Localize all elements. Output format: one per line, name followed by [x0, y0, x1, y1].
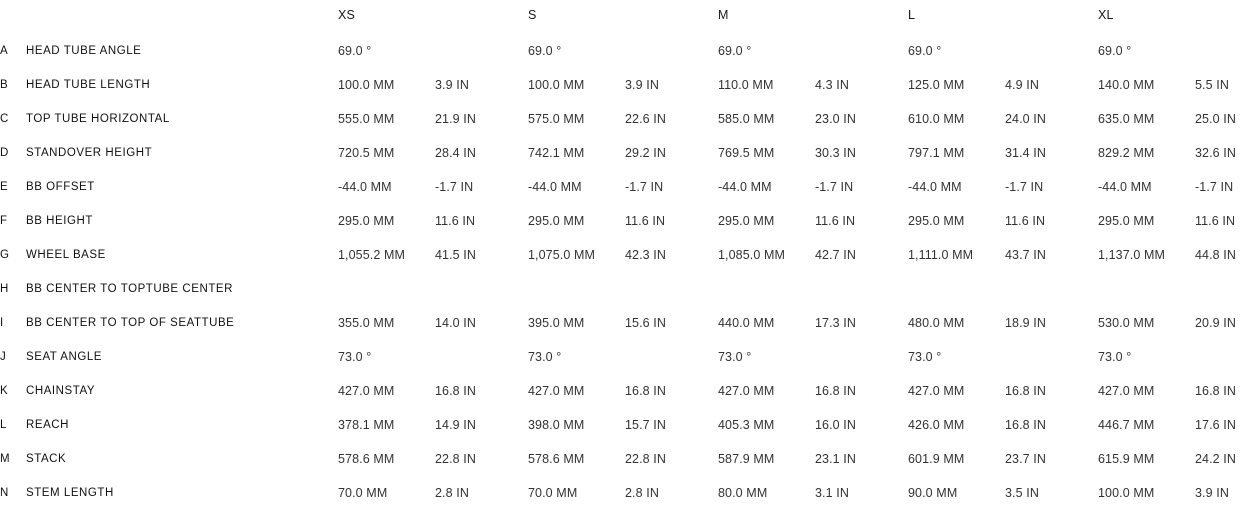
cell-primary-value: 797.1 MM — [908, 146, 965, 160]
table-row — [0, 204, 1243, 238]
cell-primary-value: 601.9 MM — [908, 452, 965, 466]
cell-secondary-value: -1.7 IN — [1005, 180, 1044, 194]
cell-secondary-value — [1005, 34, 1053, 68]
cell-primary-value: 90.0 MM — [908, 486, 958, 500]
cell-primary-value: 73.0 ° — [338, 350, 372, 364]
cell-gap — [673, 306, 718, 340]
cell-secondary-value — [625, 340, 673, 374]
cell-gap — [673, 408, 718, 442]
table-row — [0, 374, 1243, 408]
cell-gap — [483, 68, 528, 102]
row-letter: F — [0, 215, 8, 227]
cell-secondary-value — [435, 272, 483, 306]
table-body — [0, 34, 1243, 510]
cell-primary-value: 720.5 MM — [338, 146, 395, 160]
cell-primary-value — [1098, 272, 1195, 306]
cell-gap — [863, 136, 908, 170]
row-measurement-label: SEAT ANGLE — [26, 351, 103, 363]
table-row — [0, 102, 1243, 136]
cell-gap — [863, 34, 908, 68]
cell-gap — [1053, 476, 1098, 510]
cell-primary-value: 1,111.0 MM — [908, 248, 974, 262]
cell-primary-value: 295.0 MM — [1098, 214, 1155, 228]
cell-secondary-value: 3.9 IN — [435, 78, 469, 92]
cell-secondary-value: 29.2 IN — [625, 146, 667, 160]
cell-primary-value: 69.0 ° — [718, 44, 752, 58]
cell-secondary-value: 21.9 IN — [435, 112, 477, 126]
cell-primary-value — [528, 272, 625, 306]
row-letter: B — [0, 79, 8, 91]
cell-primary-value: 427.0 MM — [528, 384, 585, 398]
cell-secondary-value: 4.9 IN — [1005, 78, 1039, 92]
row-letter: A — [0, 45, 8, 57]
row-measurement-label: HEAD TUBE LENGTH — [26, 79, 151, 91]
cell-primary-value: 395.0 MM — [528, 316, 585, 330]
cell-secondary-value: 3.9 IN — [1195, 486, 1229, 500]
cell-primary-value: 578.6 MM — [528, 452, 585, 466]
cell-primary-value: 1,137.0 MM — [1098, 248, 1166, 262]
cell-primary-value: 426.0 MM — [908, 418, 965, 432]
cell-secondary-value: -1.7 IN — [1195, 180, 1234, 194]
cell-primary-value: 427.0 MM — [338, 384, 395, 398]
column-header-size-xl: XL — [1098, 8, 1114, 22]
row-measurement-label: WHEEL BASE — [26, 249, 106, 261]
cell-gap — [863, 408, 908, 442]
cell-gap — [673, 204, 718, 238]
cell-primary-value: 587.9 MM — [718, 452, 775, 466]
cell-gap — [1053, 102, 1098, 136]
cell-gap — [673, 238, 718, 272]
row-letter: E — [0, 181, 8, 193]
cell-gap — [483, 408, 528, 442]
cell-secondary-value — [1005, 272, 1053, 306]
cell-secondary-value: -1.7 IN — [625, 180, 664, 194]
table-row — [0, 340, 1243, 374]
cell-gap — [863, 204, 908, 238]
cell-secondary-value — [1195, 272, 1243, 306]
table-row — [0, 272, 1243, 306]
cell-primary-value: 69.0 ° — [1098, 44, 1132, 58]
cell-gap — [863, 170, 908, 204]
cell-secondary-value — [625, 272, 673, 306]
cell-secondary-value: 42.7 IN — [815, 248, 857, 262]
table-header — [0, 0, 1243, 34]
header-spacer-m-in — [815, 0, 863, 34]
cell-primary-value: 73.0 ° — [1098, 350, 1132, 364]
cell-secondary-value — [435, 34, 483, 68]
table-row — [0, 476, 1243, 510]
cell-secondary-value — [1195, 34, 1243, 68]
header-spacer-l-gap — [1053, 0, 1098, 34]
row-measurement-label: BB OFFSET — [26, 181, 95, 193]
table-row — [0, 408, 1243, 442]
header-spacer-m-gap — [863, 0, 908, 34]
cell-primary-value: 295.0 MM — [908, 214, 965, 228]
cell-primary-value: 1,055.2 MM — [338, 248, 406, 262]
row-letter: N — [0, 487, 9, 499]
row-measurement-label: BB CENTER TO TOP OF SEATTUBE — [26, 317, 235, 329]
cell-primary-value: 378.1 MM — [338, 418, 395, 432]
cell-secondary-value: 2.8 IN — [625, 486, 659, 500]
cell-primary-value: -44.0 MM — [1098, 180, 1152, 194]
cell-secondary-value: 15.6 IN — [625, 316, 667, 330]
header-row — [0, 0, 1243, 34]
cell-secondary-value — [815, 340, 863, 374]
cell-gap — [483, 34, 528, 68]
cell-primary-value: 427.0 MM — [908, 384, 965, 398]
cell-secondary-value: 11.6 IN — [1195, 214, 1236, 228]
cell-secondary-value: 44.8 IN — [1195, 248, 1237, 262]
row-letter: I — [0, 317, 4, 329]
cell-secondary-value: 24.2 IN — [1195, 452, 1237, 466]
cell-secondary-value — [625, 34, 673, 68]
row-measurement-label: STACK — [26, 453, 67, 465]
cell-secondary-value: 20.9 IN — [1195, 316, 1237, 330]
cell-primary-value: 585.0 MM — [718, 112, 775, 126]
cell-gap — [483, 374, 528, 408]
table-row — [0, 68, 1243, 102]
row-measurement-label: BB CENTER TO TOPTUBE CENTER — [26, 283, 233, 295]
cell-primary-value: 73.0 ° — [908, 350, 942, 364]
cell-gap — [673, 136, 718, 170]
cell-primary-value — [718, 272, 815, 306]
row-measurement-label: BB HEIGHT — [26, 215, 93, 227]
cell-gap — [483, 340, 528, 374]
cell-gap — [1053, 306, 1098, 340]
table-row — [0, 442, 1243, 476]
cell-gap — [863, 340, 908, 374]
cell-gap — [863, 442, 908, 476]
cell-secondary-value: 16.8 IN — [625, 384, 667, 398]
cell-gap — [483, 476, 528, 510]
cell-primary-value: 69.0 ° — [338, 44, 372, 58]
header-spacer-l-in — [1005, 0, 1053, 34]
cell-gap — [863, 306, 908, 340]
cell-gap — [1053, 272, 1098, 306]
cell-gap — [483, 272, 528, 306]
cell-primary-value: 405.3 MM — [718, 418, 775, 432]
cell-primary-value: 69.0 ° — [908, 44, 942, 58]
cell-gap — [483, 136, 528, 170]
cell-primary-value: 125.0 MM — [908, 78, 965, 92]
cell-secondary-value: 30.3 IN — [815, 146, 857, 160]
cell-gap — [1053, 408, 1098, 442]
cell-secondary-value: 16.8 IN — [1195, 384, 1237, 398]
cell-secondary-value: 16.8 IN — [1005, 418, 1047, 432]
header-spacer-s-in — [625, 0, 673, 34]
cell-primary-value: 440.0 MM — [718, 316, 775, 330]
table-row — [0, 170, 1243, 204]
cell-primary-value: 1,075.0 MM — [528, 248, 596, 262]
header-spacer-xs-gap — [483, 0, 528, 34]
cell-primary-value: -44.0 MM — [338, 180, 392, 194]
cell-secondary-value: 17.3 IN — [815, 316, 857, 330]
cell-primary-value: 100.0 MM — [1098, 486, 1155, 500]
cell-secondary-value: 24.0 IN — [1005, 112, 1047, 126]
cell-secondary-value: 11.6 IN — [815, 214, 856, 228]
cell-secondary-value — [1005, 340, 1053, 374]
cell-secondary-value: 3.5 IN — [1005, 486, 1039, 500]
cell-primary-value: 769.5 MM — [718, 146, 775, 160]
cell-secondary-value — [815, 34, 863, 68]
header-spacer-s-gap — [673, 0, 718, 34]
cell-secondary-value: 31.4 IN — [1005, 146, 1047, 160]
cell-secondary-value: 17.6 IN — [1195, 418, 1237, 432]
cell-primary-value: 635.0 MM — [1098, 112, 1155, 126]
cell-primary-value: -44.0 MM — [908, 180, 962, 194]
row-letter: J — [0, 351, 7, 363]
cell-primary-value: 73.0 ° — [718, 350, 752, 364]
cell-gap — [1053, 68, 1098, 102]
cell-gap — [673, 340, 718, 374]
cell-secondary-value: 16.0 IN — [815, 418, 857, 432]
cell-secondary-value: 23.0 IN — [815, 112, 857, 126]
row-letter: L — [0, 419, 7, 431]
cell-primary-value: 610.0 MM — [908, 112, 965, 126]
cell-gap — [863, 272, 908, 306]
cell-primary-value: 742.1 MM — [528, 146, 585, 160]
cell-secondary-value: 11.6 IN — [1005, 214, 1046, 228]
cell-gap — [1053, 340, 1098, 374]
cell-secondary-value: 16.8 IN — [435, 384, 477, 398]
cell-gap — [863, 374, 908, 408]
cell-secondary-value: 11.6 IN — [435, 214, 476, 228]
cell-gap — [673, 34, 718, 68]
cell-secondary-value: 3.1 IN — [815, 486, 849, 500]
cell-secondary-value: -1.7 IN — [815, 180, 854, 194]
cell-primary-value: 530.0 MM — [1098, 316, 1155, 330]
cell-secondary-value: 18.9 IN — [1005, 316, 1047, 330]
column-header-size-s: S — [528, 8, 537, 22]
cell-secondary-value — [1195, 340, 1243, 374]
cell-secondary-value: 28.4 IN — [435, 146, 477, 160]
cell-secondary-value: 15.7 IN — [625, 418, 667, 432]
cell-gap — [1053, 34, 1098, 68]
cell-primary-value: 427.0 MM — [718, 384, 775, 398]
column-header-size-m: M — [718, 8, 729, 22]
table-row — [0, 306, 1243, 340]
cell-secondary-value: 3.9 IN — [625, 78, 659, 92]
row-measurement-label: CHAINSTAY — [26, 385, 96, 397]
cell-secondary-value: 23.1 IN — [815, 452, 857, 466]
cell-secondary-value: 42.3 IN — [625, 248, 667, 262]
cell-gap — [673, 272, 718, 306]
cell-secondary-value: 43.7 IN — [1005, 248, 1047, 262]
cell-secondary-value: 22.8 IN — [435, 452, 477, 466]
cell-secondary-value: -1.7 IN — [435, 180, 474, 194]
cell-secondary-value: 2.8 IN — [435, 486, 469, 500]
cell-gap — [483, 170, 528, 204]
table-row — [0, 136, 1243, 170]
cell-primary-value: 100.0 MM — [338, 78, 395, 92]
cell-primary-value: 295.0 MM — [528, 214, 585, 228]
cell-secondary-value: 22.8 IN — [625, 452, 667, 466]
cell-primary-value: 110.0 MM — [718, 78, 774, 92]
row-measurement-label: STEM LENGTH — [26, 487, 114, 499]
table-row — [0, 238, 1243, 272]
cell-primary-value: 295.0 MM — [338, 214, 395, 228]
row-measurement-label: HEAD TUBE ANGLE — [26, 45, 142, 57]
cell-gap — [483, 238, 528, 272]
cell-primary-value: 615.9 MM — [1098, 452, 1155, 466]
cell-gap — [1053, 170, 1098, 204]
cell-primary-value: 398.0 MM — [528, 418, 585, 432]
cell-primary-value — [908, 272, 1005, 306]
cell-secondary-value: 16.8 IN — [1005, 384, 1047, 398]
cell-primary-value — [338, 272, 435, 306]
cell-primary-value: 69.0 ° — [528, 44, 562, 58]
cell-secondary-value: 16.8 IN — [815, 384, 857, 398]
cell-secondary-value — [435, 340, 483, 374]
header-spacer-xl-in — [1195, 0, 1243, 34]
cell-secondary-value: 5.5 IN — [1195, 78, 1229, 92]
cell-secondary-value: 32.6 IN — [1195, 146, 1237, 160]
cell-gap — [863, 238, 908, 272]
cell-gap — [1053, 136, 1098, 170]
cell-secondary-value: 22.6 IN — [625, 112, 667, 126]
cell-primary-value: 575.0 MM — [528, 112, 585, 126]
cell-secondary-value — [815, 272, 863, 306]
cell-secondary-value: 23.7 IN — [1005, 452, 1047, 466]
cell-primary-value: 1,085.0 MM — [718, 248, 786, 262]
cell-gap — [673, 170, 718, 204]
row-measurement-label: STANDOVER HEIGHT — [26, 147, 153, 159]
cell-secondary-value: 11.6 IN — [625, 214, 666, 228]
row-letter: M — [0, 453, 10, 465]
row-measurement-label: TOP TUBE HORIZONTAL — [26, 113, 170, 125]
cell-primary-value: 555.0 MM — [338, 112, 395, 126]
row-letter: K — [0, 385, 8, 397]
header-spacer-xs-in — [435, 0, 483, 34]
row-letter: C — [0, 113, 9, 125]
header-letter-col — [0, 0, 26, 34]
cell-secondary-value: 41.5 IN — [435, 248, 477, 262]
cell-primary-value: 70.0 MM — [528, 486, 578, 500]
row-letter: D — [0, 147, 9, 159]
cell-gap — [483, 204, 528, 238]
cell-primary-value: 480.0 MM — [908, 316, 965, 330]
cell-gap — [673, 442, 718, 476]
cell-gap — [673, 476, 718, 510]
cell-primary-value: 73.0 ° — [528, 350, 562, 364]
column-header-size-l: L — [908, 8, 916, 22]
cell-gap — [483, 306, 528, 340]
cell-gap — [1053, 374, 1098, 408]
cell-primary-value: 80.0 MM — [718, 486, 768, 500]
cell-gap — [1053, 442, 1098, 476]
cell-primary-value: -44.0 MM — [528, 180, 582, 194]
cell-secondary-value: 14.0 IN — [435, 316, 477, 330]
cell-primary-value: 100.0 MM — [528, 78, 585, 92]
cell-primary-value: 578.6 MM — [338, 452, 395, 466]
cell-primary-value: 427.0 MM — [1098, 384, 1155, 398]
cell-gap — [673, 68, 718, 102]
cell-primary-value: 140.0 MM — [1098, 78, 1155, 92]
cell-gap — [483, 442, 528, 476]
cell-gap — [483, 102, 528, 136]
cell-secondary-value: 14.9 IN — [435, 418, 477, 432]
row-measurement-label: REACH — [26, 419, 70, 431]
cell-primary-value: 446.7 MM — [1098, 418, 1155, 432]
cell-primary-value: 829.2 MM — [1098, 146, 1155, 160]
cell-gap — [673, 102, 718, 136]
cell-primary-value: -44.0 MM — [718, 180, 772, 194]
cell-primary-value: 355.0 MM — [338, 316, 395, 330]
row-letter: G — [0, 249, 10, 261]
table-row — [0, 34, 1243, 68]
cell-gap — [1053, 238, 1098, 272]
row-letter: H — [0, 283, 9, 295]
cell-gap — [863, 476, 908, 510]
cell-gap — [863, 102, 908, 136]
cell-secondary-value: 4.3 IN — [815, 78, 849, 92]
cell-gap — [673, 374, 718, 408]
cell-primary-value: 295.0 MM — [718, 214, 775, 228]
cell-secondary-value: 25.0 IN — [1195, 112, 1237, 126]
cell-gap — [1053, 204, 1098, 238]
cell-gap — [863, 68, 908, 102]
cell-primary-value: 70.0 MM — [338, 486, 388, 500]
column-header-size-xs: XS — [338, 8, 356, 22]
header-measurement-col — [26, 0, 338, 34]
